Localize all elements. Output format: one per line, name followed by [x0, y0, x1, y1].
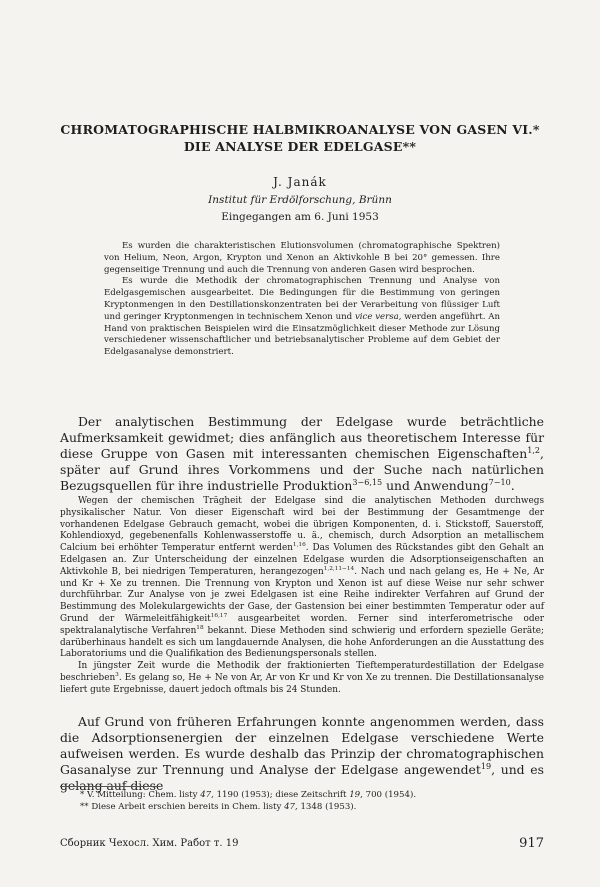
footnotes	[80, 790, 544, 813]
abstract-italic: vice versa	[354, 311, 399, 322]
text-run: bekannt. Diese Methoden sind schwierig und erfordern spezielle Geräte; darüberhinaus handelt es sich um langdauernde Analysen, die hohe Anforderungen an die Ausstattung des Laboratoriums und die Qualifikation des Bedienungspersonals stellen.	[60, 625, 544, 660]
title-line-2: DIE ANALYSE DER EDELGASE**	[183, 139, 417, 154]
text-run: , später auf Grund ihres Vorkommens und der Suche nach natürlichen Bezugsquellen für ihre industrielle Produktion	[60, 446, 544, 493]
abstract-paragraph-1: Es wurden die charakteristischen Elutionsvolumen (chromatographische Spektren) von Helium, Neon, Argon, Krypton und Xenon an Aktivkohle B bei 20° gemessen. Ihre gegenseitige Trennung und auch die Trennung von anderen Gasen wird besprochen.	[104, 241, 500, 275]
text-run: 1348 (1953).	[297, 801, 357, 812]
intro-paragraph	[60, 414, 544, 494]
text-run: . Das Volumen des Rückstandes gibt den Gehalt an Edelgasen an. Zur Unterscheidung der einzelnen Edelgase wurden die Adsorptionseigenschaften an Aktivkohle B, bei niedrigen Temperaturen, herangezogen	[60, 543, 544, 577]
abstract-text: Es wurde die Methodik der chromatographischen Trennung und Analyse von Edelgasgemischen ausgearbeitet. Die Bedingungen für die Bestimmung von geringen Kryptonmengen in den Destillationskonzentraten bei der Verarbeitung von flüssiger Luft und geringer Kryptonmengen in technischem Xenon und	[104, 276, 500, 322]
volume-italic: 47,	[200, 790, 214, 800]
text-run: Wegen der chemischen Trägheit der Edelgase sind die analytischen Methoden durchwegs physikalischer Natur. Von dieser Eigenschaft wird bei der Bestimmung der Gesamtmenge der vorhandenen Edelgase Gebrauch gemacht, wobei die übrigen Komponenten, d. i. Stickstoff, Sauerstoff, Kohlendioxyd, gegebenenfalls Kohlenwasserstoffe u. ä., chemisch, durch Adsorption an metallischem Calcium bei erhöhter Temperatur entfernt werden	[60, 496, 544, 554]
citation-ref: 1,2	[527, 445, 541, 455]
text-run: Der analytischen Bestimmung der Edelgase wurde beträchtliche Aufmerksamkeit gewidmet; dies anfänglich aus theoretischem Interesse für diese Gruppe von Gasen mit interessanten chemischen Eigenschaften	[60, 414, 544, 461]
small-print-section	[60, 496, 544, 697]
page-number: 917	[519, 836, 544, 851]
footnote-1	[80, 790, 544, 802]
text-run: und Anwendung	[382, 478, 489, 493]
abstract	[104, 241, 500, 359]
intro-text	[60, 414, 544, 494]
text-run: ausgearbeitet worden. Ferner sind interferometrische oder spektralanalytische Verfahren	[60, 613, 545, 636]
journal-name: Сборник Чехосл. Хим. Работ т. 19	[60, 838, 239, 849]
author-institution: Institut für Erdölforschung, Brünn	[208, 194, 392, 206]
citation-ref: 7−10	[488, 477, 511, 487]
abstract-paragraph-2	[104, 276, 500, 359]
text-run: * V. Mitteilung: Chem. listy	[80, 790, 201, 800]
text-run: , und es gelang auf diese	[60, 762, 544, 793]
volume-italic: 47,	[284, 801, 298, 812]
text-run: .	[510, 478, 515, 493]
citation-ref: 3−6,15	[352, 477, 383, 487]
author-name: J. Janák	[273, 175, 327, 189]
abstract-text: , werden angeführt. An Hand von praktischen Beispielen wird die Einsatzmöglichkeit dieser Methode zur Lösung verschiedener wissenschaftlicher und betriebsanalytischer Probleme auf dem Gebiet der Edelgasanalyse demonstriert.	[104, 311, 500, 358]
citation-ref: 1,2,11−14	[323, 565, 355, 572]
citation-ref: 1,16	[292, 542, 306, 549]
text-run: 1190 (1953); diese Zeitschrift	[213, 790, 350, 800]
small-paragraph-2	[60, 661, 544, 696]
body-text	[60, 714, 544, 794]
text-run: 700 (1954).	[362, 790, 417, 800]
citation-ref: 19	[480, 761, 492, 771]
article-title	[40, 121, 560, 155]
citation-ref: 16,17	[210, 613, 228, 619]
text-run: ** Diese Arbeit erschien bereits in Chem. listy	[80, 801, 285, 812]
text-run: . Nach und nach gelang es, He + Ne, Ar und Kr + Xe zu trennen. Die Trennung von Krypton und Xenon ist auf diese Weise nur sehr schwer durchführbar. Zur Analyse von je zwei Edelgasen ist eine Reihe indirekter Verfahren auf Grund der Bestimmung des Molekulargewichts der Gase, der Gastension bei einer bestimmten Temperatur oder auf Grund der Wärmeleitfähigkeit	[60, 566, 544, 624]
citation-ref: 18	[196, 624, 204, 631]
title-line-1: CHROMATOGRAPHISCHE HALBMIKROANALYSE VON GASEN VI.*	[60, 122, 540, 137]
footnote-divider	[60, 786, 160, 787]
body-paragraph	[60, 714, 544, 794]
text-run: Auf Grund von früheren Erfahrungen konnte angenommen werden, dass die Adsorptionsenergien der einzelnen Edelgase verschiedene Werte aufweisen werden. Es wurde deshalb das Prinzip der chromatographischen Gasanalyse zur Trennung und Analyse der Edelgase angewendet	[60, 714, 544, 777]
received-date: Eingegangen am 6. Juni 1953	[221, 211, 379, 223]
text-run: In jüngster Zeit wurde die Methodik der fraktionierten Tieftemperaturdestillation der Edelgase beschrieben	[60, 661, 544, 683]
text-run: . Es gelang so, He + Ne von Ar, Ar von Kr und Kr von Xe zu trennen. Die Destillationsanalyse liefert gute Ergebnisse, dauert jedoch oftmals bis 24 Stunden.	[60, 672, 544, 695]
citation-ref: 3	[115, 671, 119, 678]
footnote-2	[80, 802, 544, 814]
volume-italic: 19,	[349, 790, 363, 800]
small-paragraph-1	[60, 496, 544, 661]
